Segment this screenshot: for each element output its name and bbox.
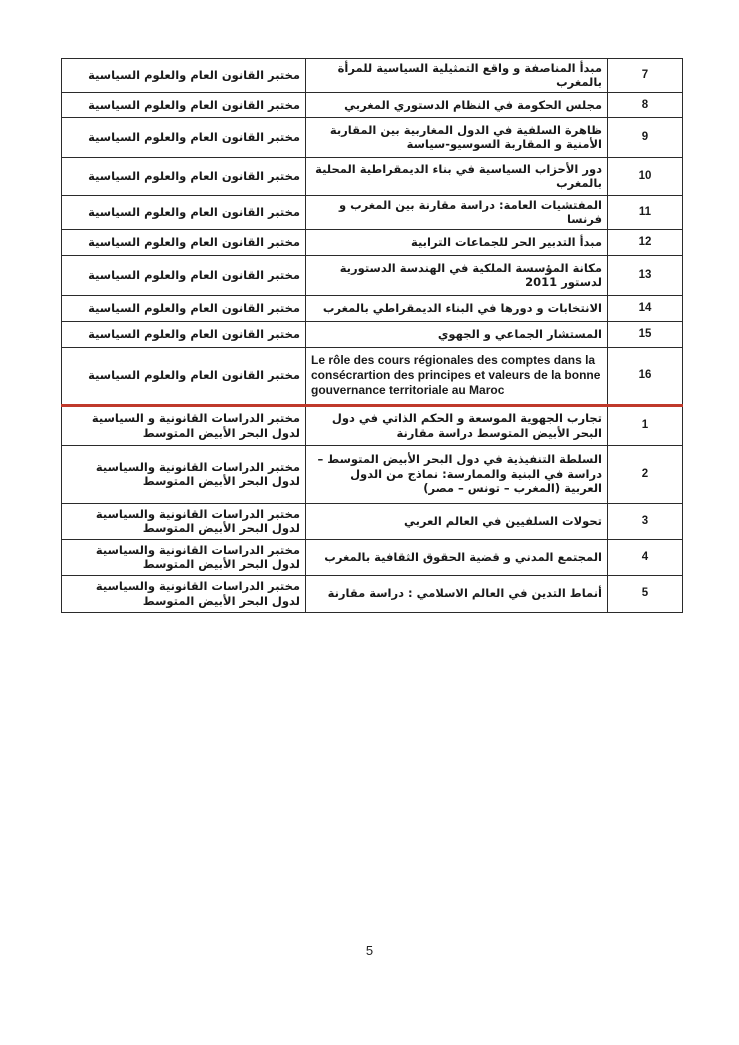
number-cell: 7 bbox=[608, 59, 683, 93]
lab-cell: مختبر القانون العام والعلوم السياسية bbox=[62, 157, 306, 195]
title-cell: مجلس الحكومة في النظام الدستوري المغربي bbox=[306, 92, 608, 117]
table-row bbox=[62, 92, 683, 117]
lab-cell: مختبر القانون العام والعلوم السياسية bbox=[62, 321, 306, 347]
table-row bbox=[62, 295, 683, 321]
title-cell: الانتخابات و دورها في البناء الديمقراطي بالمغرب bbox=[306, 295, 608, 321]
number-cell: 13 bbox=[608, 255, 683, 295]
title-cell: المجتمع المدني و قضية الحقوق الثقافية بالمغرب bbox=[306, 539, 608, 575]
table-row bbox=[62, 157, 683, 195]
lab-cell: مختبر القانون العام والعلوم السياسية bbox=[62, 117, 306, 157]
number-cell: 11 bbox=[608, 195, 683, 229]
number-cell: 15 bbox=[608, 321, 683, 347]
table-row bbox=[62, 405, 683, 445]
number-cell: 4 bbox=[608, 539, 683, 575]
number-cell: 2 bbox=[608, 445, 683, 503]
title-cell: Le rôle des cours régionales des comptes dans la consécrartion des principes et valeurs de la bonne gouvernance territoriale au Maroc bbox=[306, 347, 608, 405]
title-cell: دور الأحزاب السياسية في بناء الديمقراطية المحلية بالمغرب bbox=[306, 157, 608, 195]
number-cell: 12 bbox=[608, 229, 683, 255]
title-cell: السلطة التنفيذية في دول البحر الأبيض المتوسط – دراسة في البنية والممارسة: نماذج من الدول العربية (المغرب – تونس – مصر) bbox=[306, 445, 608, 503]
thesis-table-body bbox=[62, 59, 683, 613]
title-cell: ظاهرة السلفية في الدول المغاربية بين المقاربة الأمنية و المقاربة السوسيو-سياسة bbox=[306, 117, 608, 157]
lab-cell: مختبر الدراسات القانونية و السياسية لدول البحر الأبيض المتوسط bbox=[62, 405, 306, 445]
table-row bbox=[62, 229, 683, 255]
lab-cell: مختبر الدراسات القانونية والسياسية لدول البحر الأبيض المتوسط bbox=[62, 503, 306, 539]
table-row bbox=[62, 321, 683, 347]
table-row bbox=[62, 347, 683, 405]
number-cell: 14 bbox=[608, 295, 683, 321]
number-cell: 10 bbox=[608, 157, 683, 195]
lab-cell: مختبر الدراسات القانونية والسياسية لدول البحر الأبيض المتوسط bbox=[62, 539, 306, 575]
lab-cell: مختبر القانون العام والعلوم السياسية bbox=[62, 195, 306, 229]
lab-cell: مختبر الدراسات القانونية والسياسية لدول البحر الأبيض المتوسط bbox=[62, 575, 306, 612]
lab-cell: مختبر القانون العام والعلوم السياسية bbox=[62, 92, 306, 117]
thesis-table bbox=[61, 58, 683, 613]
title-cell: مبدأ التدبير الحر للجماعات الترابية bbox=[306, 229, 608, 255]
title-cell: المستشار الجماعي و الجهوي bbox=[306, 321, 608, 347]
page-number: 5 bbox=[365, 943, 374, 958]
table-row bbox=[62, 195, 683, 229]
lab-cell: مختبر القانون العام والعلوم السياسية bbox=[62, 229, 306, 255]
table-row bbox=[62, 117, 683, 157]
number-cell: 1 bbox=[608, 405, 683, 445]
lab-cell: مختبر القانون العام والعلوم السياسية bbox=[62, 347, 306, 405]
lab-cell: مختبر القانون العام والعلوم السياسية bbox=[62, 255, 306, 295]
table-row bbox=[62, 445, 683, 503]
number-cell: 16 bbox=[608, 347, 683, 405]
table-row bbox=[62, 539, 683, 575]
number-cell: 5 bbox=[608, 575, 683, 612]
lab-cell: مختبر الدراسات القانونية والسياسية لدول البحر الأبيض المتوسط bbox=[62, 445, 306, 503]
number-cell: 9 bbox=[608, 117, 683, 157]
table-row bbox=[62, 59, 683, 93]
number-cell: 8 bbox=[608, 92, 683, 117]
title-cell: تجارب الجهوية الموسعة و الحكم الذاتي في دول البحر الأبيض المتوسط دراسة مقارنة bbox=[306, 405, 608, 445]
title-cell: مبدأ المناصفة و واقع التمثيلية السياسية للمرأة بالمغرب bbox=[306, 59, 608, 93]
lab-cell: مختبر القانون العام والعلوم السياسية bbox=[62, 295, 306, 321]
title-cell: تحولات السلفيين في العالم العربي bbox=[306, 503, 608, 539]
table-row bbox=[62, 255, 683, 295]
title-cell: المفتشيات العامة: دراسة مقارنة بين المغرب و فرنسا bbox=[306, 195, 608, 229]
table-row bbox=[62, 575, 683, 612]
lab-cell: مختبر القانون العام والعلوم السياسية bbox=[62, 59, 306, 93]
title-cell: مكانة المؤسسة الملكية في الهندسة الدستورية لدستور 2011 bbox=[306, 255, 608, 295]
title-cell: أنماط التدين في العالم الاسلامي : دراسة مقارنة bbox=[306, 575, 608, 612]
table-row bbox=[62, 503, 683, 539]
number-cell: 3 bbox=[608, 503, 683, 539]
